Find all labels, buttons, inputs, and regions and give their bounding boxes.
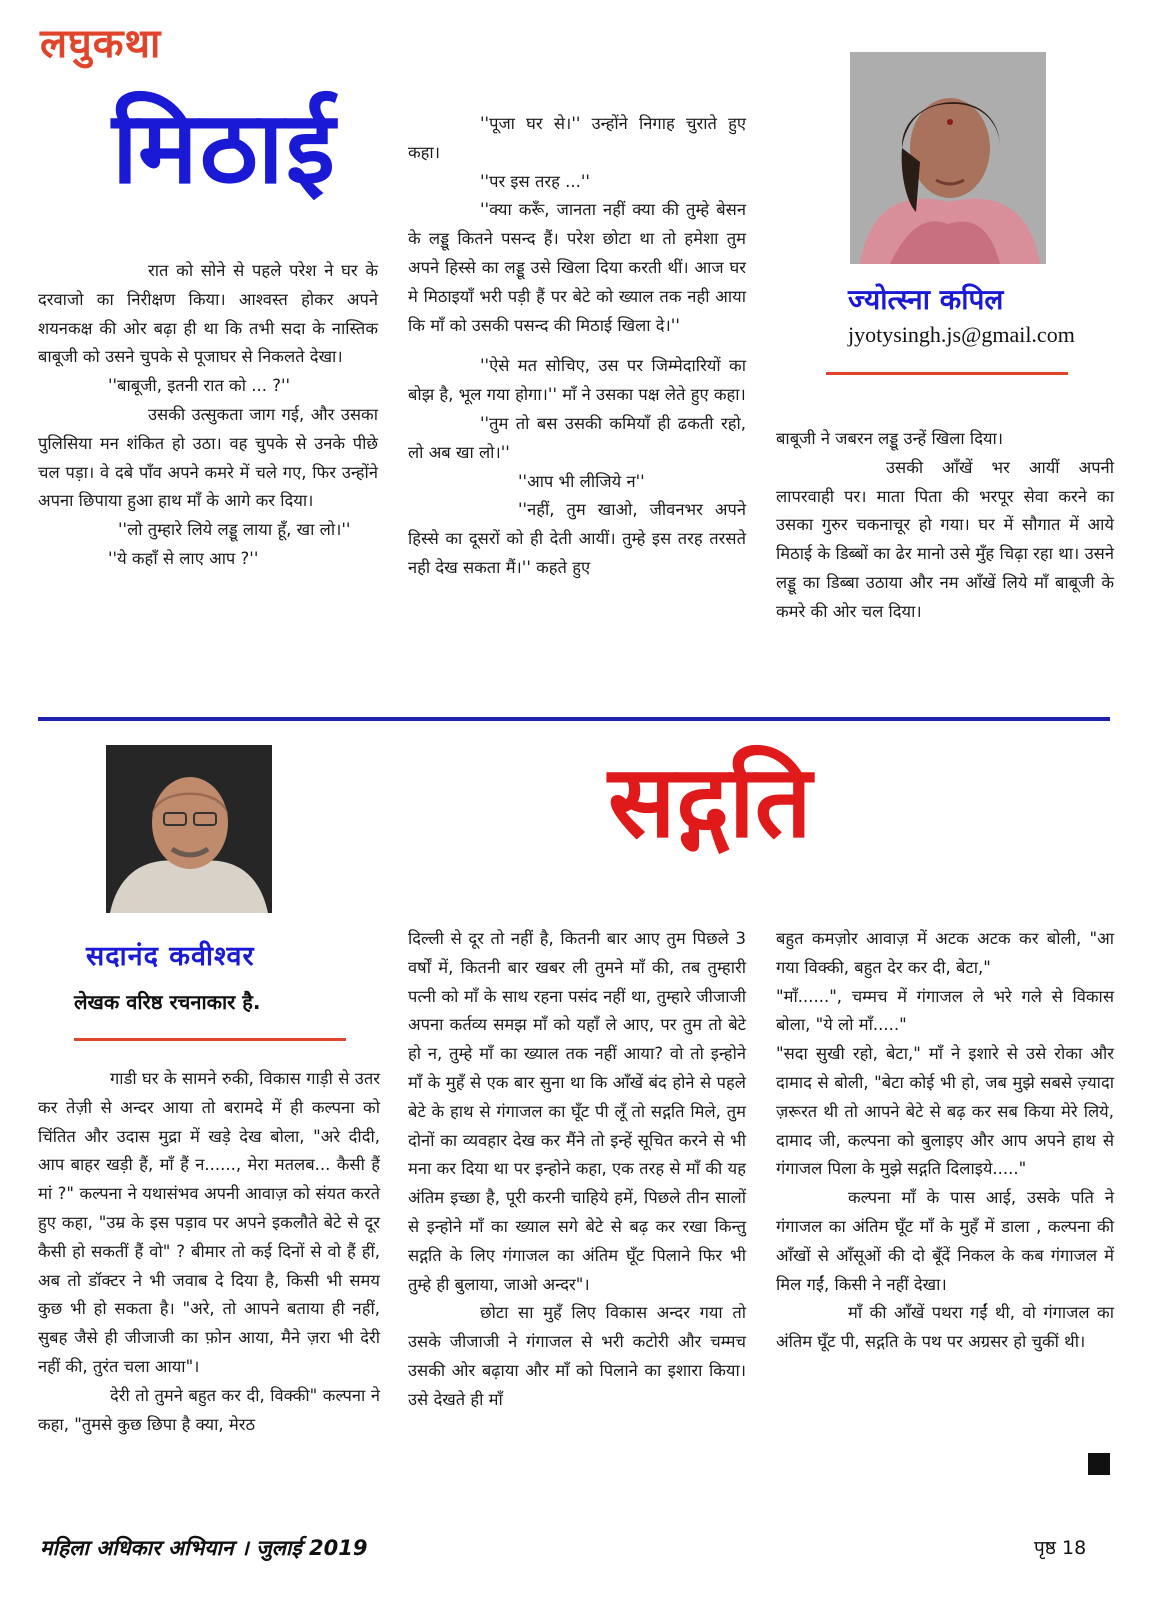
author-1-name: ज्योत्स्ना कपिल <box>848 283 1004 316</box>
paragraph: ''ऐसे मत सोचिए, उस पर जिम्मेदारियों का बोझ है, भूल गया होगा।'' माँ ने उसका पक्ष लेते हुए कहा। <box>408 356 746 405</box>
paragraph: ''ये कहाँ से लाए आप ?'' <box>108 548 259 568</box>
paragraph: ''लो तुम्हारे लिये लड्डू लाया हूँ, खा लो।'' <box>118 520 351 540</box>
paragraph: दिल्ली से दूर तो नहीं है, कितनी बार आए तुम पिछले 3 वर्षों में, कितनी बार खबर ली तुमने माँ की, तब तुम्हारी पत्नी को माँ के साथ रहना पसंद नहीं था, तुम्हारे जीजाजी अपना कर्तव्य समझ माँ को यहाँ ले आए, पर तुम तो बेटे हो न, तुम्हे माँ का ख्याल तक नहीं आया? वो तो इन्होने माँ के मुहँ से एक बार सुना था कि आँखें बंद होने से पहले बेटे के हाथ से गंगाजल का घूँट पी लूँ तो सद्गति मिले, तुम दोनों का व्यवहार देख कर मैंने तो इन्हें सूचित करने से भी मना कर दिया था पर इन्होने कहा, एक तरह से माँ की यह अंतिम इच्छा है, पूरी करनी चाहिये हमें, पिछले तीन सालों से इन्होने माँ का ख्याल सगे बेटे से बढ़ कर रखा किन्तु सद्गति के लिए गंगाजल का अंतिम घूँट पिलाने फिर भी तुम्हे ही बुलाया, जाओ अन्दर"। <box>408 929 746 1294</box>
author-1-portrait-image <box>850 52 1046 264</box>
paragraph: ''आप भी लीजिये न'' <box>518 471 645 491</box>
paragraph: ''बाबूजी, इतनी रात को ... ?'' <box>108 376 291 396</box>
author-2-portrait-image <box>106 745 272 913</box>
paragraph: ''पर इस तरह ...'' <box>480 171 590 191</box>
paragraph: ''क्या करूँ, जानता नहीं क्या की तुम्हे बेसन के लड्डू कितने पसन्द हैं। परेश छोटा था तो हमेशा तुम अपने हिस्से का लड्डू उसे खिला दिया करती थीं। आज घर मे मिठाइयाँ भरी पड़ी हैं पर बेटे को ख्याल तक नही आया कि माँ को उसकी पसन्द की मिठाई खिला दे।'' <box>408 200 746 335</box>
paragraph: "माँ......", चम्मच में गंगाजल ले भरे गले से विकास बोला, "ये लो माँ....." <box>776 986 1114 1035</box>
paragraph: माँ की आँखें पथरा गईं थी, वो गंगाजल का अंतिम घूँट पी, सद्गति के पथ पर अग्रसर हो चुकीं थी। <box>776 1303 1114 1352</box>
story-1-column-1 <box>38 257 378 574</box>
author-1-email: jyotysingh.js@gmail.com <box>848 322 1075 347</box>
author-2-name: सदानंद कवीश्वर <box>86 941 255 972</box>
paragraph: उसकी आँखें भर आयीं अपनी लापरवाही पर। माता पिता की भरपूर सेवा करने का उसका गुरुर चकनाचूर हो गया। घर में सौगात में आये मिठाई के डिब्बों का ढेर मानो उसे मुँह चिढ़ा रहा था। उसने लड्डू का डिब्बा उठाया और नम आँखें लिये माँ बाबूजी के कमरे की ओर चल दिया। <box>776 457 1114 621</box>
footer-page-number: पृष्ठ 18 <box>1034 1537 1087 1559</box>
paragraph: बहुत कमज़ोर आवाज़ में अटक अटक कर बोली, "आ गया विक्की, बहुत देर कर दी, बेटा," <box>776 929 1114 977</box>
author-2-bio: लेखक वरिष्ठ रचनाकार है. <box>74 990 261 1014</box>
author-1-photo <box>850 52 1046 264</box>
story-2-title: सद्गति <box>608 743 812 860</box>
story-2-column-3 <box>776 925 1114 1357</box>
story-1-column-2 <box>408 110 746 583</box>
paragraph: उसकी उत्सुकता जाग गई, और उसका पुलिसिया मन शंकित हो उठा। वह चुपके से उनके पीछे चल पड़ा। वे दबे पाँव अपने कमरे में चले गए, फिर उन्होंने अपना छिपाया हुआ हाथ माँ के आगे कर दिया। <box>38 404 378 511</box>
story-2-column-2 <box>408 925 746 1415</box>
paragraph: बाबूजी ने जबरन लड्डू उन्हें खिला दिया। <box>776 429 1004 448</box>
paragraph: ''नहीं, तुम खाओ, जीवनभर अपने हिस्से का दूसरों को ही देती आयीं। तुम्हे इस तरह तरसते नही देख सकता मैं।'' कहते हुए <box>408 500 746 577</box>
paragraph: गाडी घर के सामने रुकी, विकास गाड़ी से उतर कर तेज़ी से अन्दर आया तो बरामदे में ही कल्पना को चिंतित और उदास मुद्रा में खड़े देख बोला, "अरे दीदी, आप बाहर खड़ी हैं, माँ हैं न......, मेरा मतलब... कैसी हैं मां ?" कल्पना ने यथासंभव अपनी आवाज़ को संयत करते हुए कहा, "उम्र के इस पड़ाव पर अपने इकलौते बेटे से दूर कैसी हो सकतीं हैं वो" ? बीमार तो कई दिनों से वो हैं हीं, अब तो डॉक्टर ने भी जवाब दे दिया है, किसी भी समय कुछ भी हो सकता है। "अरे, तो आपने बताया ही नहीं, सुबह जैसे ही जीजाजी का फ़ोन आया, मैने ज़रा भी देरी नहीं की, तुरंत चला आया"। <box>38 1069 380 1376</box>
paragraph: देरी तो तुमने बहुत कर दी, विक्की" कल्पना ने कहा, "तुमसे कुछ छिपा है क्या, मेरठ <box>38 1385 380 1434</box>
author-1-divider <box>826 372 1068 375</box>
paragraph: ''पूजा घर से।'' उन्होंने निगाह चुराते हुए कहा। <box>408 114 746 162</box>
story-1-column-3 <box>776 425 1114 627</box>
author-2-photo <box>106 745 272 913</box>
story-2-column-1 <box>38 1065 380 1439</box>
story-1-title: मिठाई <box>112 89 337 206</box>
paragraph: रात को सोने से पहले परेश ने घर के दरवाजो का निरीक्षण किया। आश्वस्त होकर अपने शयनकक्ष की ओर बढ़ा ही था कि तभी सदा के नास्तिक बाबूजी को उसने चुपके से पूजाघर से निकलते देखा। <box>38 261 378 367</box>
end-of-story-mark <box>1088 1453 1110 1475</box>
section-divider <box>38 717 1110 721</box>
footer-publication: महिला अधिकार अभियान । जुलाई 2019 <box>40 1536 368 1560</box>
paragraph: "सदा सुखी रहो, बेटा," माँ ने इशारे से उसे रोका और दामाद से बोली, "बेटा कोई भी हो, जब मुझे सबसे ज़्यादा ज़रूरत थी तो आपने बेटे से बढ़ कर सब किया मेरे लिये, दामाद जी, कल्पना को बुलाइए और आप अपने हाथ से गंगाजल पिला के मुझे सद्गति दिलाइये....." <box>776 1044 1114 1179</box>
author-2-divider <box>74 1038 346 1041</box>
paragraph: ''तुम तो बस उसकी कमियाँ ही ढकती रहो, लो अब खा लो।'' <box>408 413 746 462</box>
section-label: लघुकथा <box>40 21 162 67</box>
paragraph: कल्पना माँ के पास आई, उसके पति ने गंगाजल का अंतिम घूँट माँ के मुहँ में डाला , कल्पना की आँखों से आँसूओं की दो बूँदें निकल के कब गंगाजल में मिल गईं, किसी ने नहीं देखा। <box>776 1188 1114 1294</box>
paragraph: छोटा सा मुहँ लिए विकास अन्दर गया तो उसके जीजाजी ने गंगाजल से भरी कटोरी और चम्मच उसकी ओर बढ़ाया और माँ को पिलाने का इशारा किया। उसे देखते ही माँ <box>408 1303 746 1409</box>
